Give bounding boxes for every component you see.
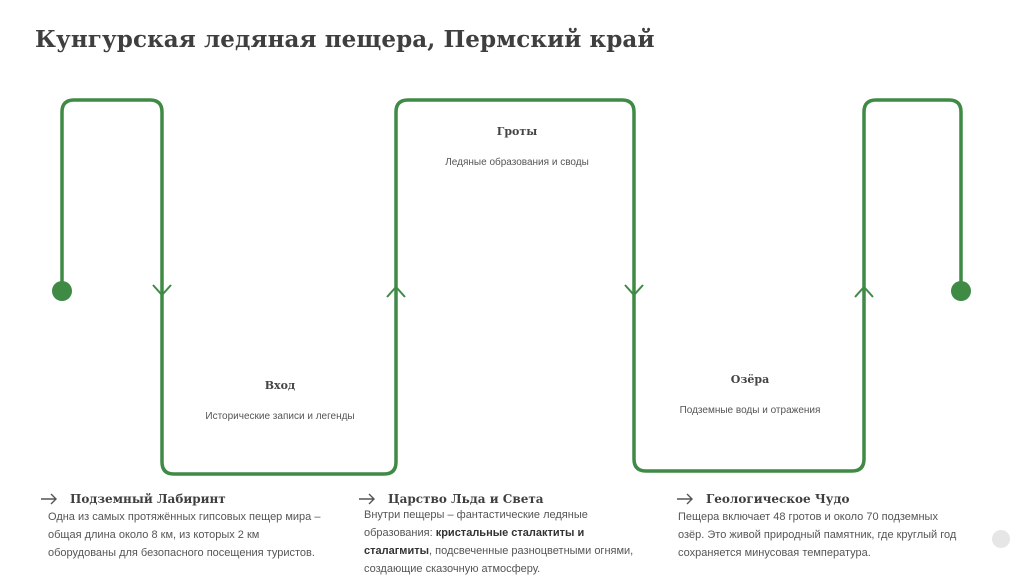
node-title-grottoes: Гроты xyxy=(496,125,538,138)
node-subtitle-grottoes: Ледяные образования и своды xyxy=(445,157,589,168)
card-labyrinth xyxy=(40,492,330,562)
card-body-text: , подсвеченные разноцветными огнями, создающие сказочную атмосферу. xyxy=(364,545,634,575)
card-body: Пещера включает 48 гротов и около 70 подземных озёр. Это живой природный памятник, где круглый год сохраняется минусовая температура. xyxy=(678,511,957,559)
card-geological-wonder xyxy=(676,492,966,562)
node-subtitle-lakes: Подземные воды и отражения xyxy=(679,405,821,416)
arrow-right-icon xyxy=(40,493,58,505)
page-title: Кунгурская ледяная пещера, Пермский край xyxy=(35,26,655,53)
node-title-lakes: Озёра xyxy=(730,373,770,386)
card-body: Одна из самых протяжённых гипсовых пещер мира – общая длина около 8 км, из которых 2 км оборудованы для безопасного посещения туристов. xyxy=(48,511,321,559)
card-title: Геологическое Чудо xyxy=(706,492,850,506)
gear-icon[interactable] xyxy=(992,530,1010,548)
arrow-right-icon xyxy=(676,493,694,505)
arrow-right-icon xyxy=(358,493,376,505)
start-dot xyxy=(52,281,72,301)
card-body-text: Внутри пещеры – фантастические ледяные образования: xyxy=(364,509,588,539)
node-title-entrance: Вход xyxy=(264,379,296,392)
end-dot xyxy=(951,281,971,301)
card-body xyxy=(364,506,648,578)
card-ice-kingdom xyxy=(358,492,648,578)
card-title: Подземный Лабиринт xyxy=(70,492,226,506)
card-body-highlight: кристальные сталактиты и сталагмиты xyxy=(364,527,585,557)
card-title: Царство Льда и Света xyxy=(388,492,544,506)
node-subtitle-entrance: Исторические записи и легенды xyxy=(205,411,355,422)
